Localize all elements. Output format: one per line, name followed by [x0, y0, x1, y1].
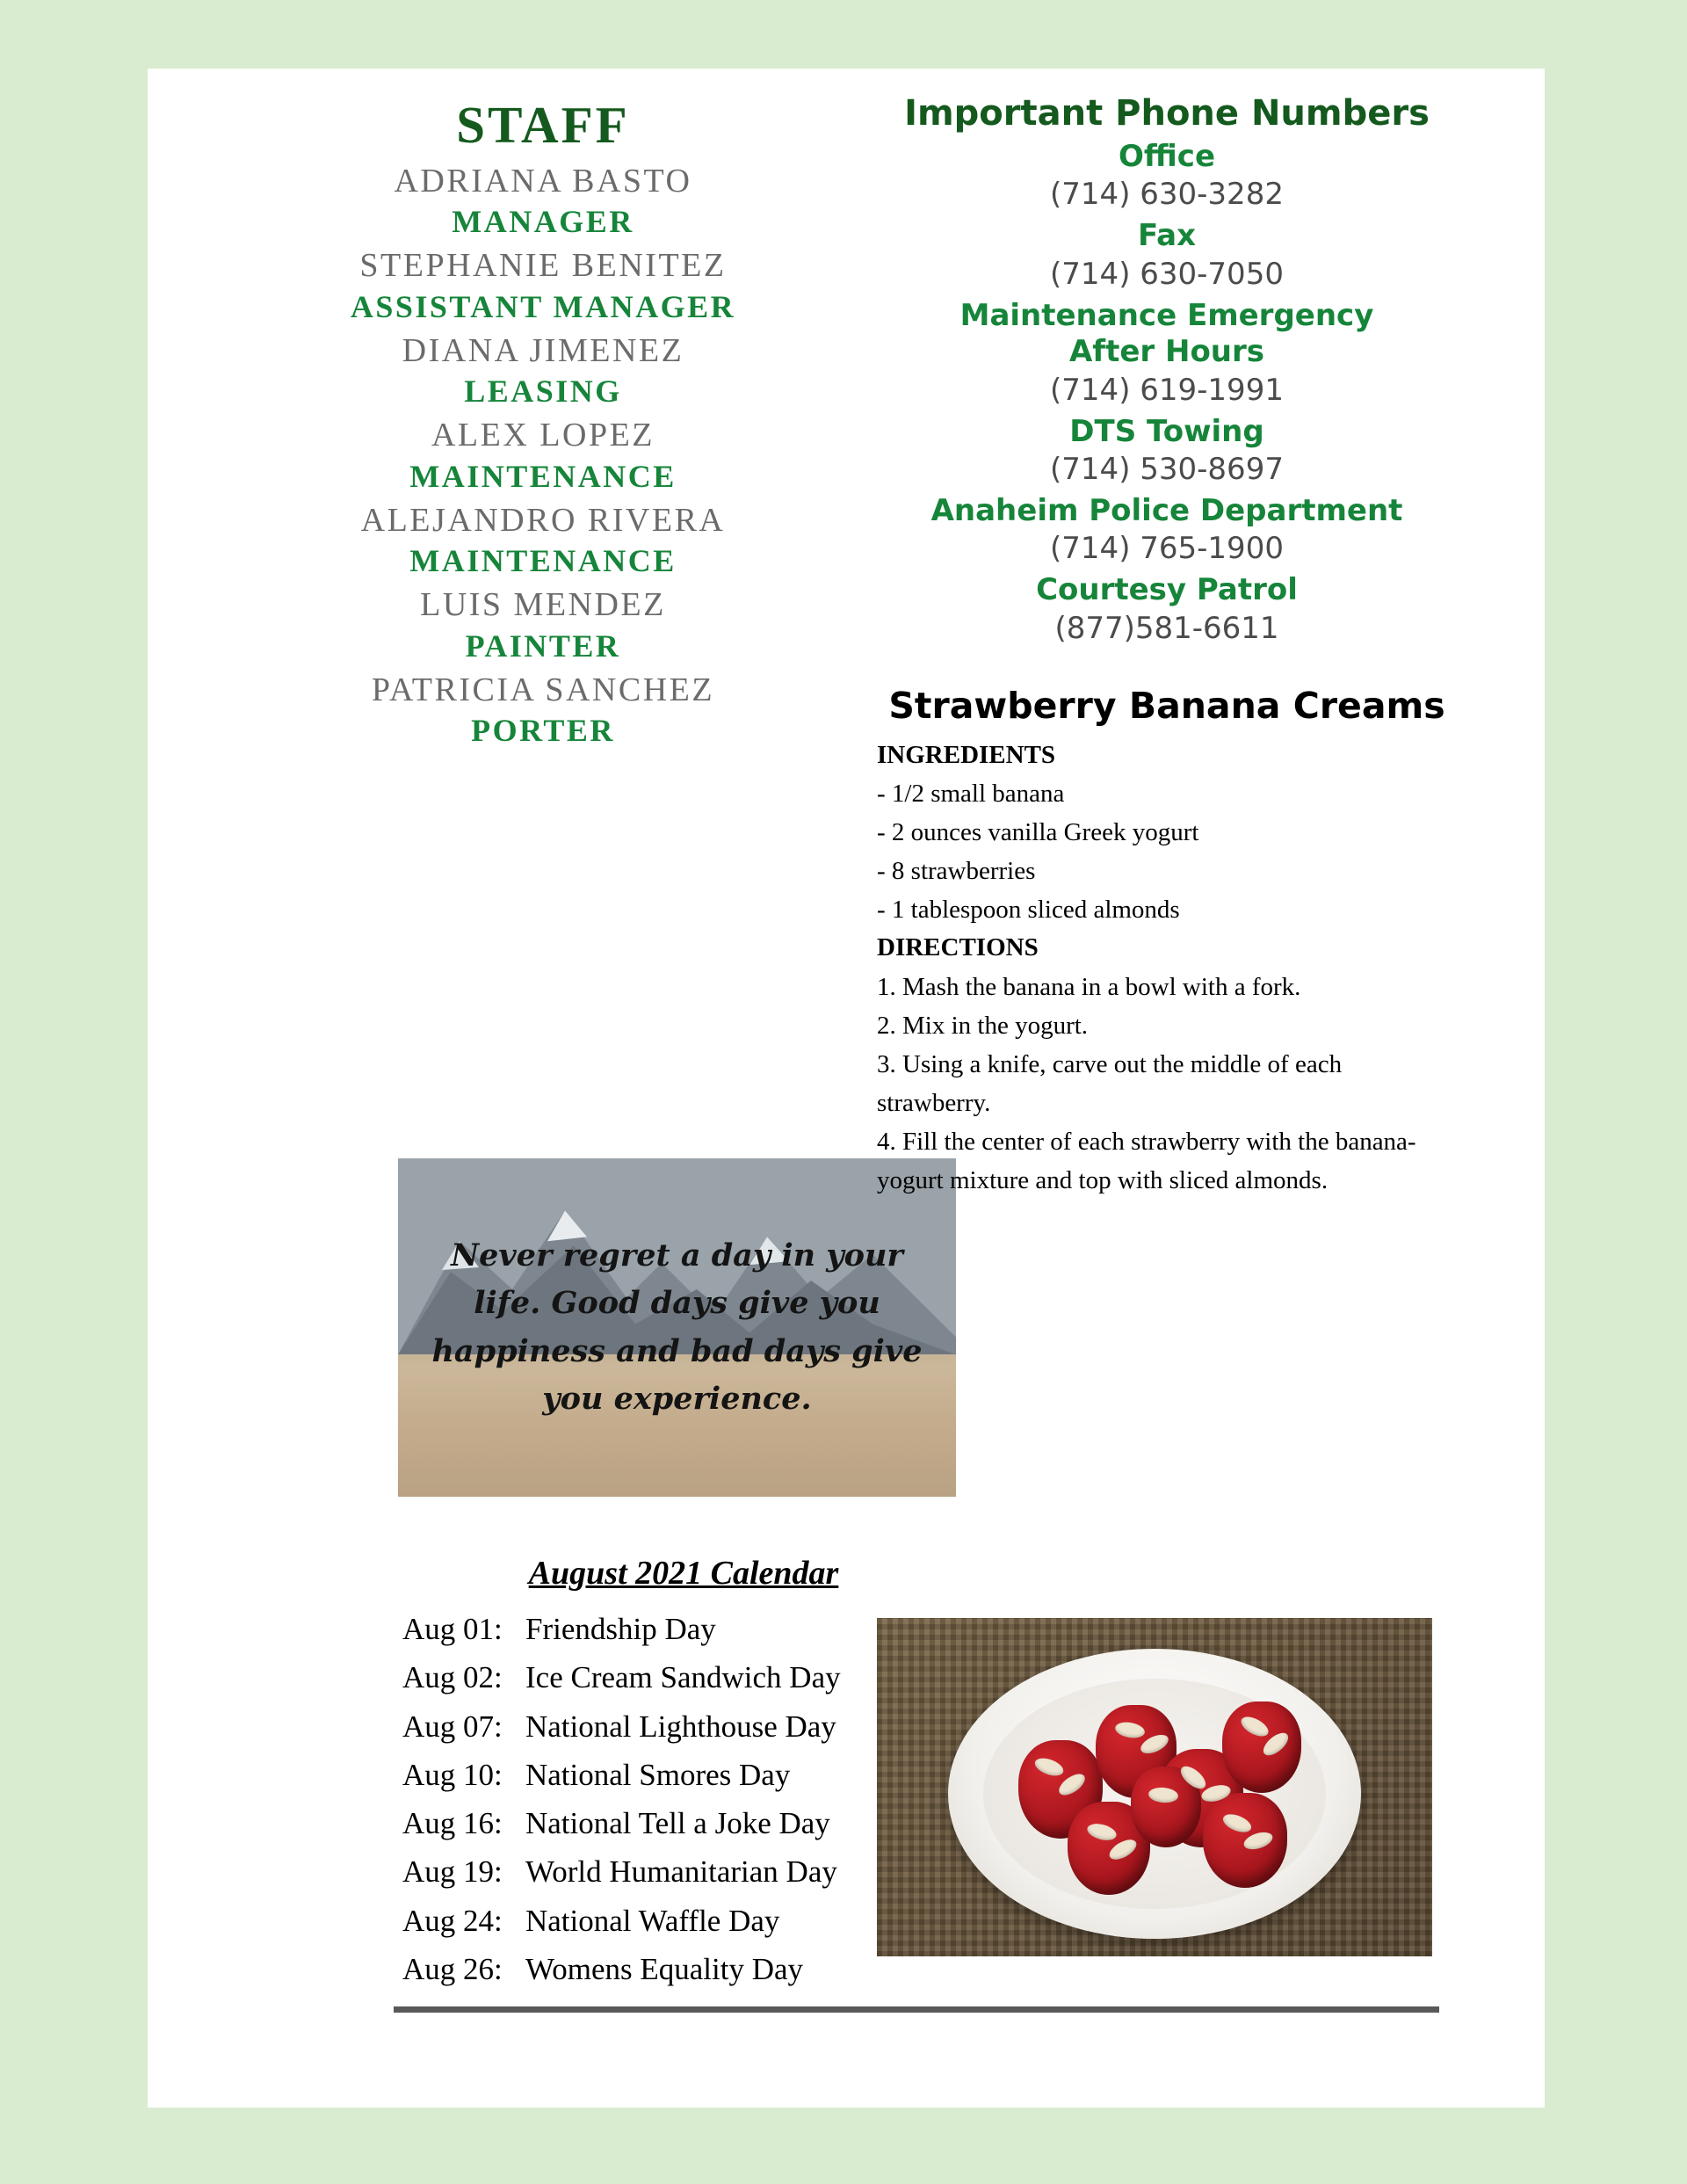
staff-role: MANAGER	[452, 204, 634, 240]
ingredients-heading: INGREDIENTS	[877, 740, 1056, 769]
calendar-label: Ice Cream Sandwich Day	[525, 1660, 841, 1695]
staff-name: PATRICIA SANCHEZ	[371, 671, 715, 708]
staff-name: ADRIANA BASTO	[394, 163, 692, 200]
bowl-interior	[983, 1679, 1326, 1909]
direction-item: 4. Fill the center of each strawberry with the banana-yogurt mixture and top with sliced almonds.	[877, 1128, 1416, 1195]
calendar-date: Aug 16:	[402, 1806, 503, 1841]
direction-item: 3. Using a knife, carve out the middle of each strawberry.	[877, 1050, 1343, 1118]
phone-number[interactable]: (714) 765-1900	[1050, 531, 1284, 567]
direction-item: 2. Mix in the yogurt.	[877, 1011, 1089, 1040]
phone-label: Maintenance Emergency	[959, 297, 1374, 333]
staff-name: ALEX LOPEZ	[431, 417, 655, 454]
flyer-page	[148, 69, 1545, 2108]
phone-label: Courtesy Patrol	[1036, 572, 1298, 608]
phone-label-secondary: After Hours	[1068, 334, 1265, 370]
phone-number[interactable]: (714) 619-1991	[1050, 372, 1284, 408]
staff-role: LEASING	[464, 374, 622, 410]
staff-section	[244, 95, 842, 754]
calendar-date: Aug 24:	[402, 1903, 503, 1938]
staff-name: LUIS MENDEZ	[420, 586, 666, 624]
phone-number[interactable]: (714) 630-7050	[1050, 256, 1284, 292]
phone-label: DTS Towing	[1069, 413, 1264, 449]
staff-name: ALEJANDRO RIVERA	[360, 501, 726, 539]
calendar-date: Aug 01:	[402, 1612, 503, 1646]
staff-name: DIANA JIMENEZ	[402, 331, 684, 369]
calendar-label: National Smores Day	[525, 1757, 791, 1792]
calendar-date: Aug 10:	[402, 1757, 503, 1792]
phone-number[interactable]: (877)581-6611	[1054, 610, 1279, 646]
ingredient-item: - 1 tablespoon sliced almonds	[877, 896, 1180, 925]
staff-name: STEPHANIE BENITEZ	[359, 247, 727, 285]
direction-item: 1. Mash the banana in a bowl with a fork.	[877, 972, 1301, 1001]
quote-text: Never regret a day in your life. Good days give you happiness and bad days give you experience.	[431, 1237, 923, 1417]
directions-heading: DIRECTIONS	[877, 933, 1039, 962]
calendar-date: Aug 02:	[402, 1660, 503, 1695]
staff-title: STAFF	[456, 96, 630, 154]
footer-divider	[394, 2006, 1439, 2013]
phone-label: Anaheim Police Department	[930, 492, 1403, 528]
calendar-date: Aug 07:	[402, 1709, 503, 1744]
calendar-date: Aug 26:	[402, 1952, 503, 1987]
staff-role: PORTER	[471, 712, 615, 748]
flyer-columns	[148, 69, 1545, 2108]
calendar-date: Aug 19:	[402, 1854, 503, 1890]
phone-numbers-title: Important Phone Numbers	[904, 93, 1430, 134]
phone-label: Office	[1118, 139, 1216, 174]
quote-image	[398, 1158, 956, 1497]
calendar-title: August 2021 Calendar	[528, 1555, 839, 1592]
phone-label: Fax	[1137, 218, 1197, 254]
staff-role: MAINTENANCE	[409, 543, 677, 579]
strawberry	[1222, 1701, 1301, 1793]
right-column	[877, 93, 1457, 1200]
staff-role: ASSISTANT MANAGER	[350, 288, 736, 324]
calendar-label: Friendship Day	[525, 1612, 716, 1646]
ingredient-item: - 1/2 small banana	[877, 780, 1065, 809]
staff-role: PAINTER	[465, 628, 621, 664]
recipe-image	[877, 1618, 1432, 1956]
calendar-label: National Lighthouse Day	[525, 1709, 836, 1744]
ingredient-item: - 2 ounces vanilla Greek yogurt	[877, 818, 1199, 847]
white-bowl	[948, 1649, 1361, 1939]
calendar-label: National Waffle Day	[525, 1903, 780, 1938]
calendar-label: National Tell a Joke Day	[525, 1806, 830, 1841]
calendar-label: World Humanitarian Day	[525, 1854, 837, 1890]
recipe-title: Strawberry Banana Creams	[888, 684, 1445, 727]
phone-number[interactable]: (714) 630-3282	[1050, 177, 1284, 213]
phone-number[interactable]: (714) 530-8697	[1050, 451, 1284, 487]
staff-role: MAINTENANCE	[409, 458, 677, 494]
calendar-label: Womens Equality Day	[525, 1952, 804, 1987]
ingredient-item: - 8 strawberries	[877, 857, 1036, 886]
